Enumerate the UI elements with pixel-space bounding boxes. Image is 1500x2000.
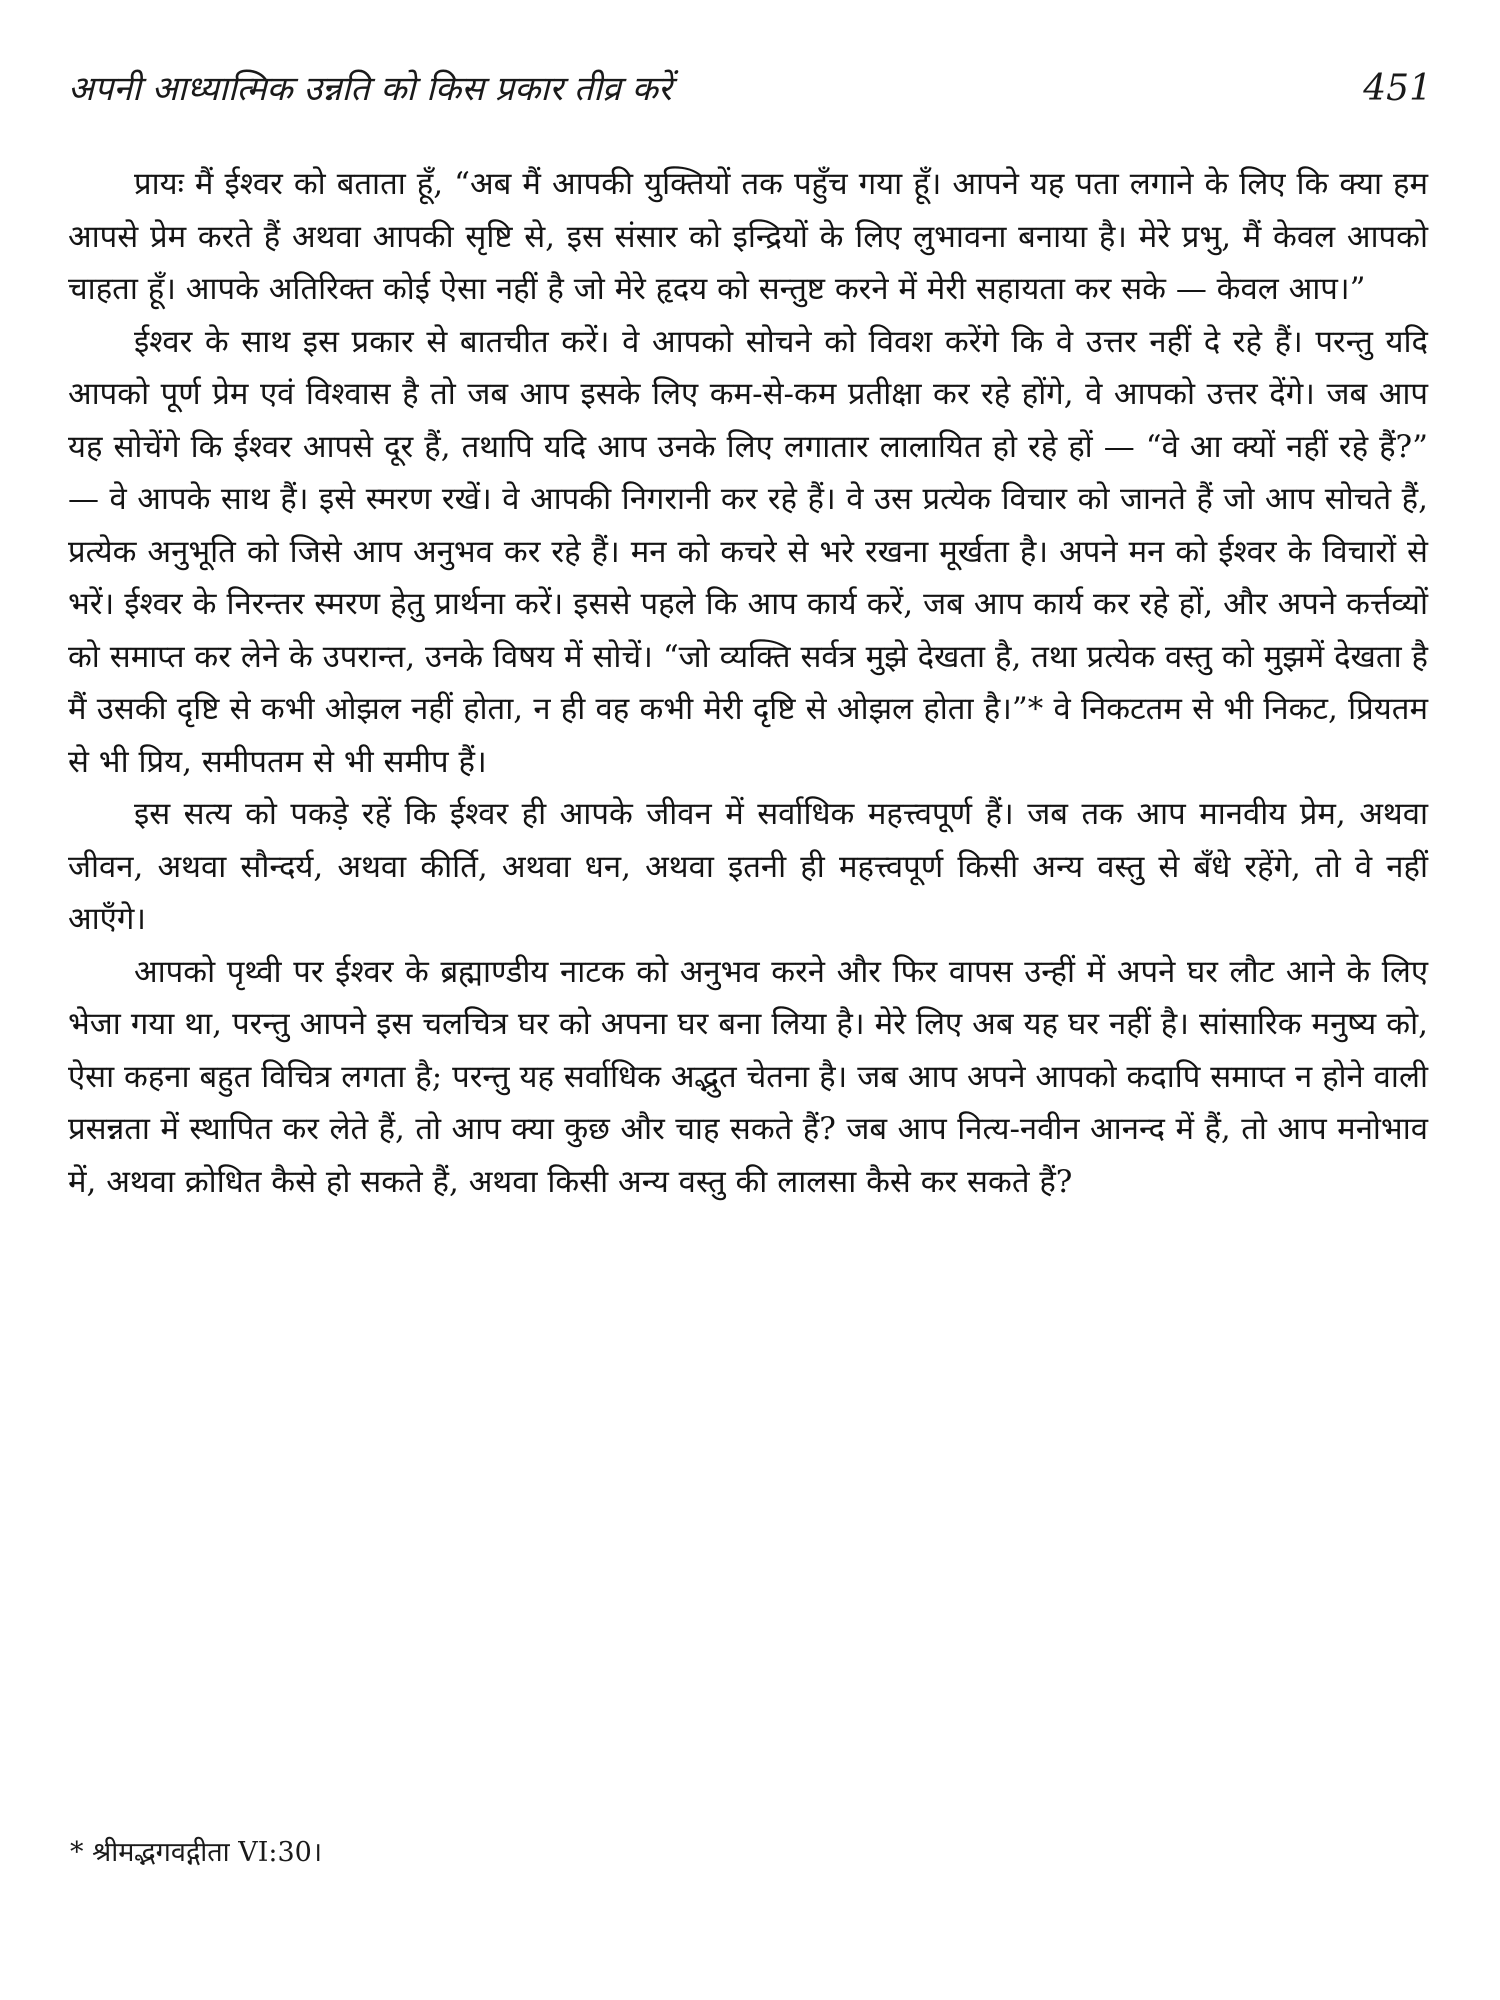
paragraph-3: इस सत्य को पकड़े रहें कि ईश्वर ही आपके जीवन में सर्वाधिक महत्त्वपूर्ण हैं। जब तक आप मानवीय प्रेम, अथवा जीवन, अथवा सौन्दर्य, अथवा कीर्ति, अथवा धन, अथवा इतनी ही महत्त्वपूर्ण किसी अन्य वस्तु से बँधे रहेंगे, तो वे नहीं आएँगे। <box>68 796 1428 937</box>
running-title: अपनी आध्यात्मिक उन्नति को किस प्रकार तीव्र करें <box>68 69 672 109</box>
page-header <box>68 64 1432 124</box>
paragraph-4: आपको पृथ्वी पर ईश्वर के ब्रह्माण्डीय नाटक को अनुभव करने और फिर वापस उन्हीं में अपने घर लौट आने के लिए भेजा गया था, परन्तु आपने इस चलचित्र घर को अपना घर बना लिया है। मेरे लिए अब यह घर नहीं है। सांसारिक मनुष्य को, ऐसा कहना बहुत विचित्र लगता है; परन्तु यह सर्वाधिक अद्भुत चेतना है। जब आप अपने आपको कदापि समाप्त न होने वाली प्रसन्नता में स्थापित कर लेते हैं, तो आप क्या कुछ और चाह सकते हैं? जब आप नित्य-नवीन आनन्द में हैं, तो आप मनोभाव में, अथवा क्रोधित कैसे हो सकते हैं, अथवा किसी अन्य वस्तु की लालसा कैसे कर सकते हैं? <box>68 953 1428 1200</box>
body-text <box>68 158 1428 1208</box>
paragraph-1: प्रायः मैं ईश्वर को बताता हूँ, “अब मैं आपकी युक्तियों तक पहुँच गया हूँ। आपने यह पता लगाने के लिए कि क्या हम आपसे प्रेम करते हैं अथवा आपकी सृष्टि से, इस संसार को इन्द्रियों के लिए लुभावना बनाया है। मेरे प्रभु, मैं केवल आपको चाहता हूँ। आपके अतिरिक्त कोई ऐसा नहीं है जो मेरे हृदय को सन्तुष्ट करने में मेरी सहायता कर सके — केवल आप।” <box>68 166 1428 307</box>
page-number: 451 <box>1363 68 1432 109</box>
paragraph-2: ईश्वर के साथ इस प्रकार से बातचीत करें। वे आपको सोचने को विवश करेंगे कि वे उत्तर नहीं दे रहे हैं। परन्तु यदि आपको पूर्ण प्रेम एवं विश्वास है तो जब आप इसके लिए कम-से-कम प्रतीक्षा कर रहे होंगे, वे आपको उत्तर देंगे। जब आप यह सोचेंगे कि ईश्वर आपसे दूर हैं, तथापि यदि आप उनके लिए लगातार लालायित हो रहे हों — “वे आ क्यों नहीं रहे हैं?” — वे आपके साथ हैं। इसे स्मरण रखें। वे आपकी निगरानी कर रहे हैं। वे उस प्रत्येक विचार को जानते हैं जो आप सोचते हैं, प्रत्येक अनुभूति को जिसे आप अनुभव कर रहे हैं। मन को कचरे से भरे रखना मूर्खता है। अपने मन को ईश्वर के विचारों से भरें। ईश्वर के निरन्तर स्मरण हेतु प्रार्थना करें। इससे पहले कि आप कार्य करें, जब आप कार्य कर रहे हों, और अपने कर्त्तव्यों को समाप्त कर लेने के उपरान्त, उनके विषय में सोचें। “जो व्यक्ति सर्वत्र मुझे देखता है, तथा प्रत्येक वस्तु को मुझमें देखता है मैं उसकी दृष्टि से कभी ओझल नहीं होता, न ही वह कभी मेरी दृष्टि से ओझल होता है।”* वे निकटतम से भी निकट, प्रियतम से भी प्रिय, समीपतम से भी समीप हैं। <box>68 323 1428 780</box>
footnote: * श्रीमद्भगवद्गीता VI:30। <box>70 1837 323 1868</box>
